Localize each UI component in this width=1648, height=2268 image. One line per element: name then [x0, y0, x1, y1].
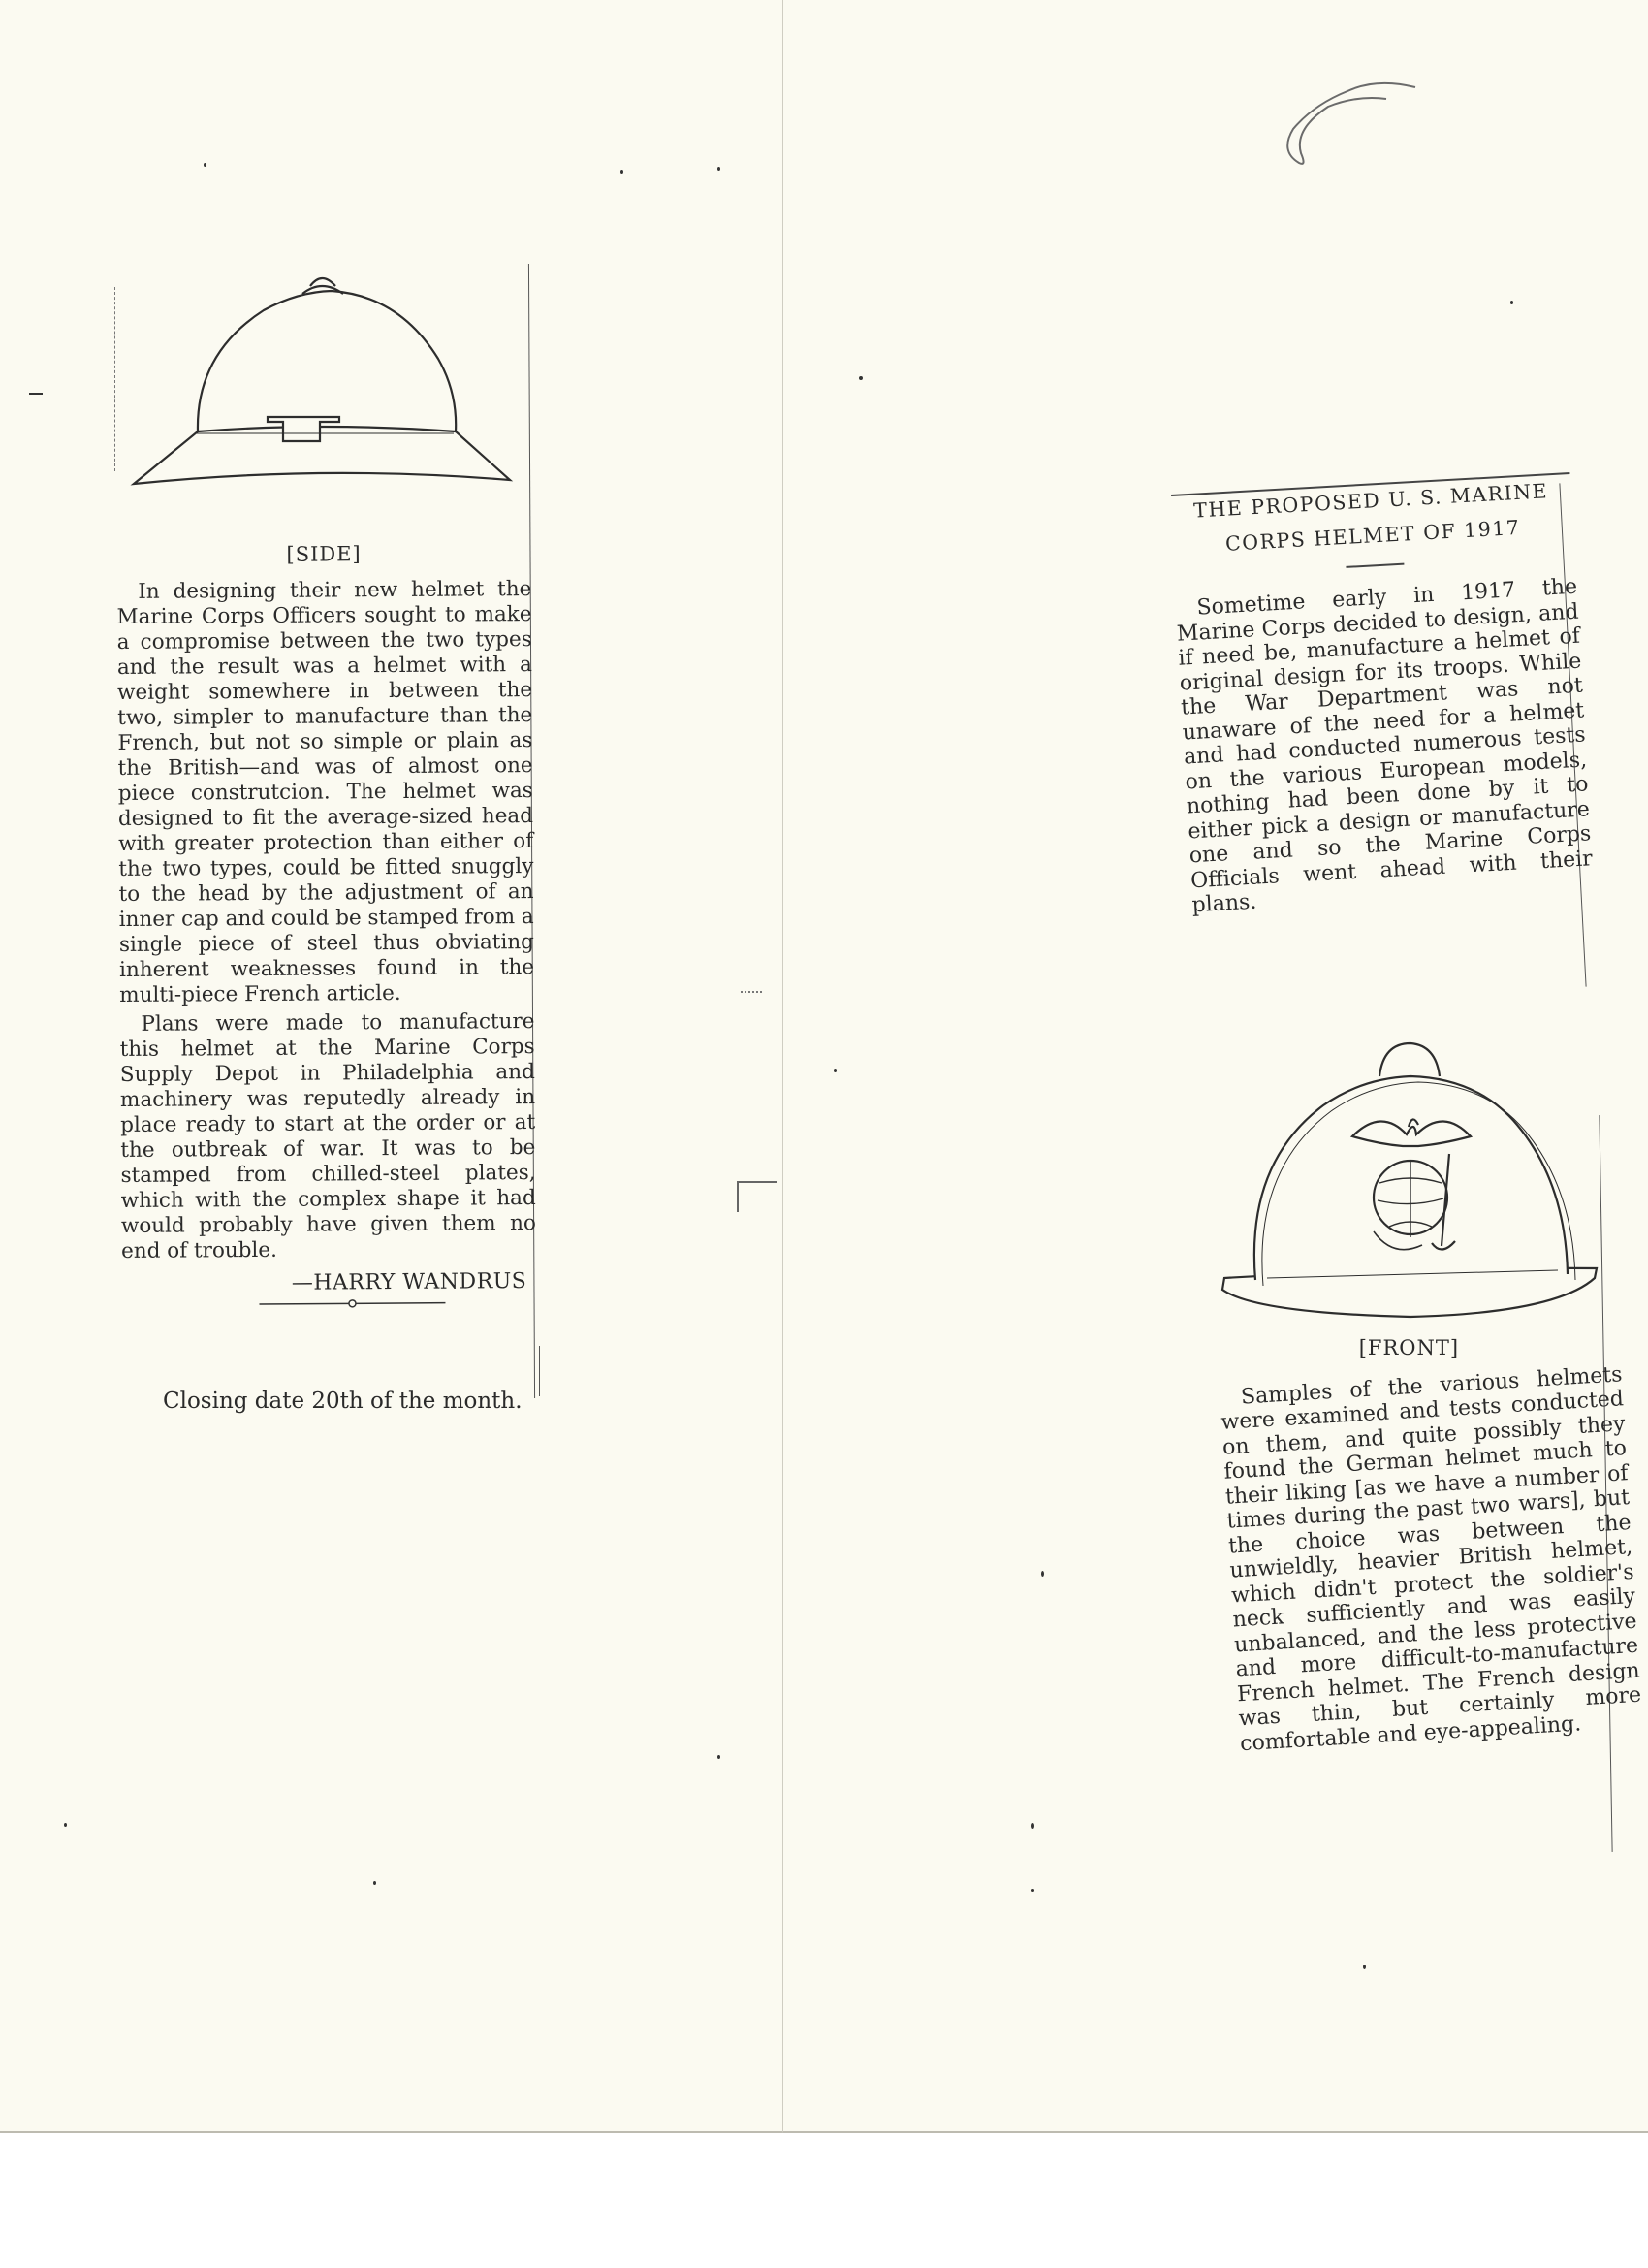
scan-fold-mark — [737, 1181, 777, 1212]
scan-speck — [717, 1755, 720, 1759]
side-caption: [SIDE] — [286, 542, 362, 566]
headline-line-2: CORPS HELMET OF 1917 — [1224, 515, 1521, 556]
article-paragraph: In designing their new helmet the Marine Corps Officers sought to make a compromise between the two types and the result was a helmet with a weight somewhere in between the two, simpler to manufacture than the French, but not so simple or plain as the British—and was of almost one piece construtcion. The helmet was designed to fit the average-sized head with greater protection than either of the two types, could be fitted snuggly to the head by the adjustment of an inner cap and could be stamped from a single piece of steel thus obviating inherent weaknesses found in the multi-piece French article. — [116, 577, 535, 1007]
helmet-side-illustration — [128, 267, 516, 490]
headline-rule — [1346, 563, 1404, 568]
left-margin-mark — [114, 287, 115, 471]
scan-speck — [1363, 1965, 1366, 1969]
intro-paragraph: Sometime early in 1917 the Marine Corps decided to design, and if need be, manufacture a helmet of original design for its troops. While the War Department was not unaware of the need for a helmet and had conducted numerous tests on the various European models, nothing had been done by it to either pick a design or manufacture one and so the Marine Corps Officials went ahead with their plans. — [1176, 574, 1594, 918]
byline: —HARRY WANDRUS — [291, 1269, 527, 1295]
scan-speck — [64, 1823, 67, 1827]
article-paragraph: Plans were made to manufacture this helmet at the Marine Corps Supply Depot in Philadelphia and machinery was reputedly already in place ready to start at the order or at the outbreak of war. It was to be stamped from chilled-steel plates, which with the complex shape it had would probably have given them no end of trouble. — [119, 1009, 536, 1263]
scan-speck — [373, 1881, 376, 1885]
right-clipping — [1169, 472, 1595, 918]
scan-speck — [1510, 301, 1513, 304]
scan-fold-mark — [741, 981, 762, 993]
body-paragraph: Samples of the various helmets were examined and tests conducted on them, and quite possibly they found the German helmet much to their liking [as we have a number of times during the past two wars], but the choice was between the unwieldly, heavier British helmet, which didn't protect the soldier's neck sufficiently and was easily unbalanced, and the less protective and more difficult-to-manufacture French helmet. The French design was thin, but certainly more comfortable and eye-appealing. — [1220, 1361, 1642, 1756]
left-bottom-rule — [539, 1346, 540, 1396]
closing-date-note: Closing date 20th of the month. — [163, 1389, 523, 1414]
scan-speck — [834, 1069, 837, 1072]
scan-speck — [1031, 1823, 1034, 1829]
scan-speck — [859, 376, 863, 380]
headline-line-1: THE PROPOSED U. S. MARINE — [1192, 479, 1549, 523]
scan-speck — [1041, 1571, 1044, 1577]
scan-speck — [717, 167, 720, 171]
left-clipping — [116, 540, 537, 1313]
divider-ornament — [121, 1294, 536, 1313]
helmet-front-illustration — [1217, 1038, 1604, 1319]
scan-speck — [1031, 1889, 1034, 1892]
right-clipping-continued — [1217, 1324, 1643, 1756]
front-caption: [FRONT] — [1358, 1336, 1460, 1360]
scan-speck — [620, 170, 623, 174]
handwritten-mark — [1270, 76, 1454, 173]
scan-speck — [204, 163, 206, 167]
scan-speck — [29, 393, 43, 395]
